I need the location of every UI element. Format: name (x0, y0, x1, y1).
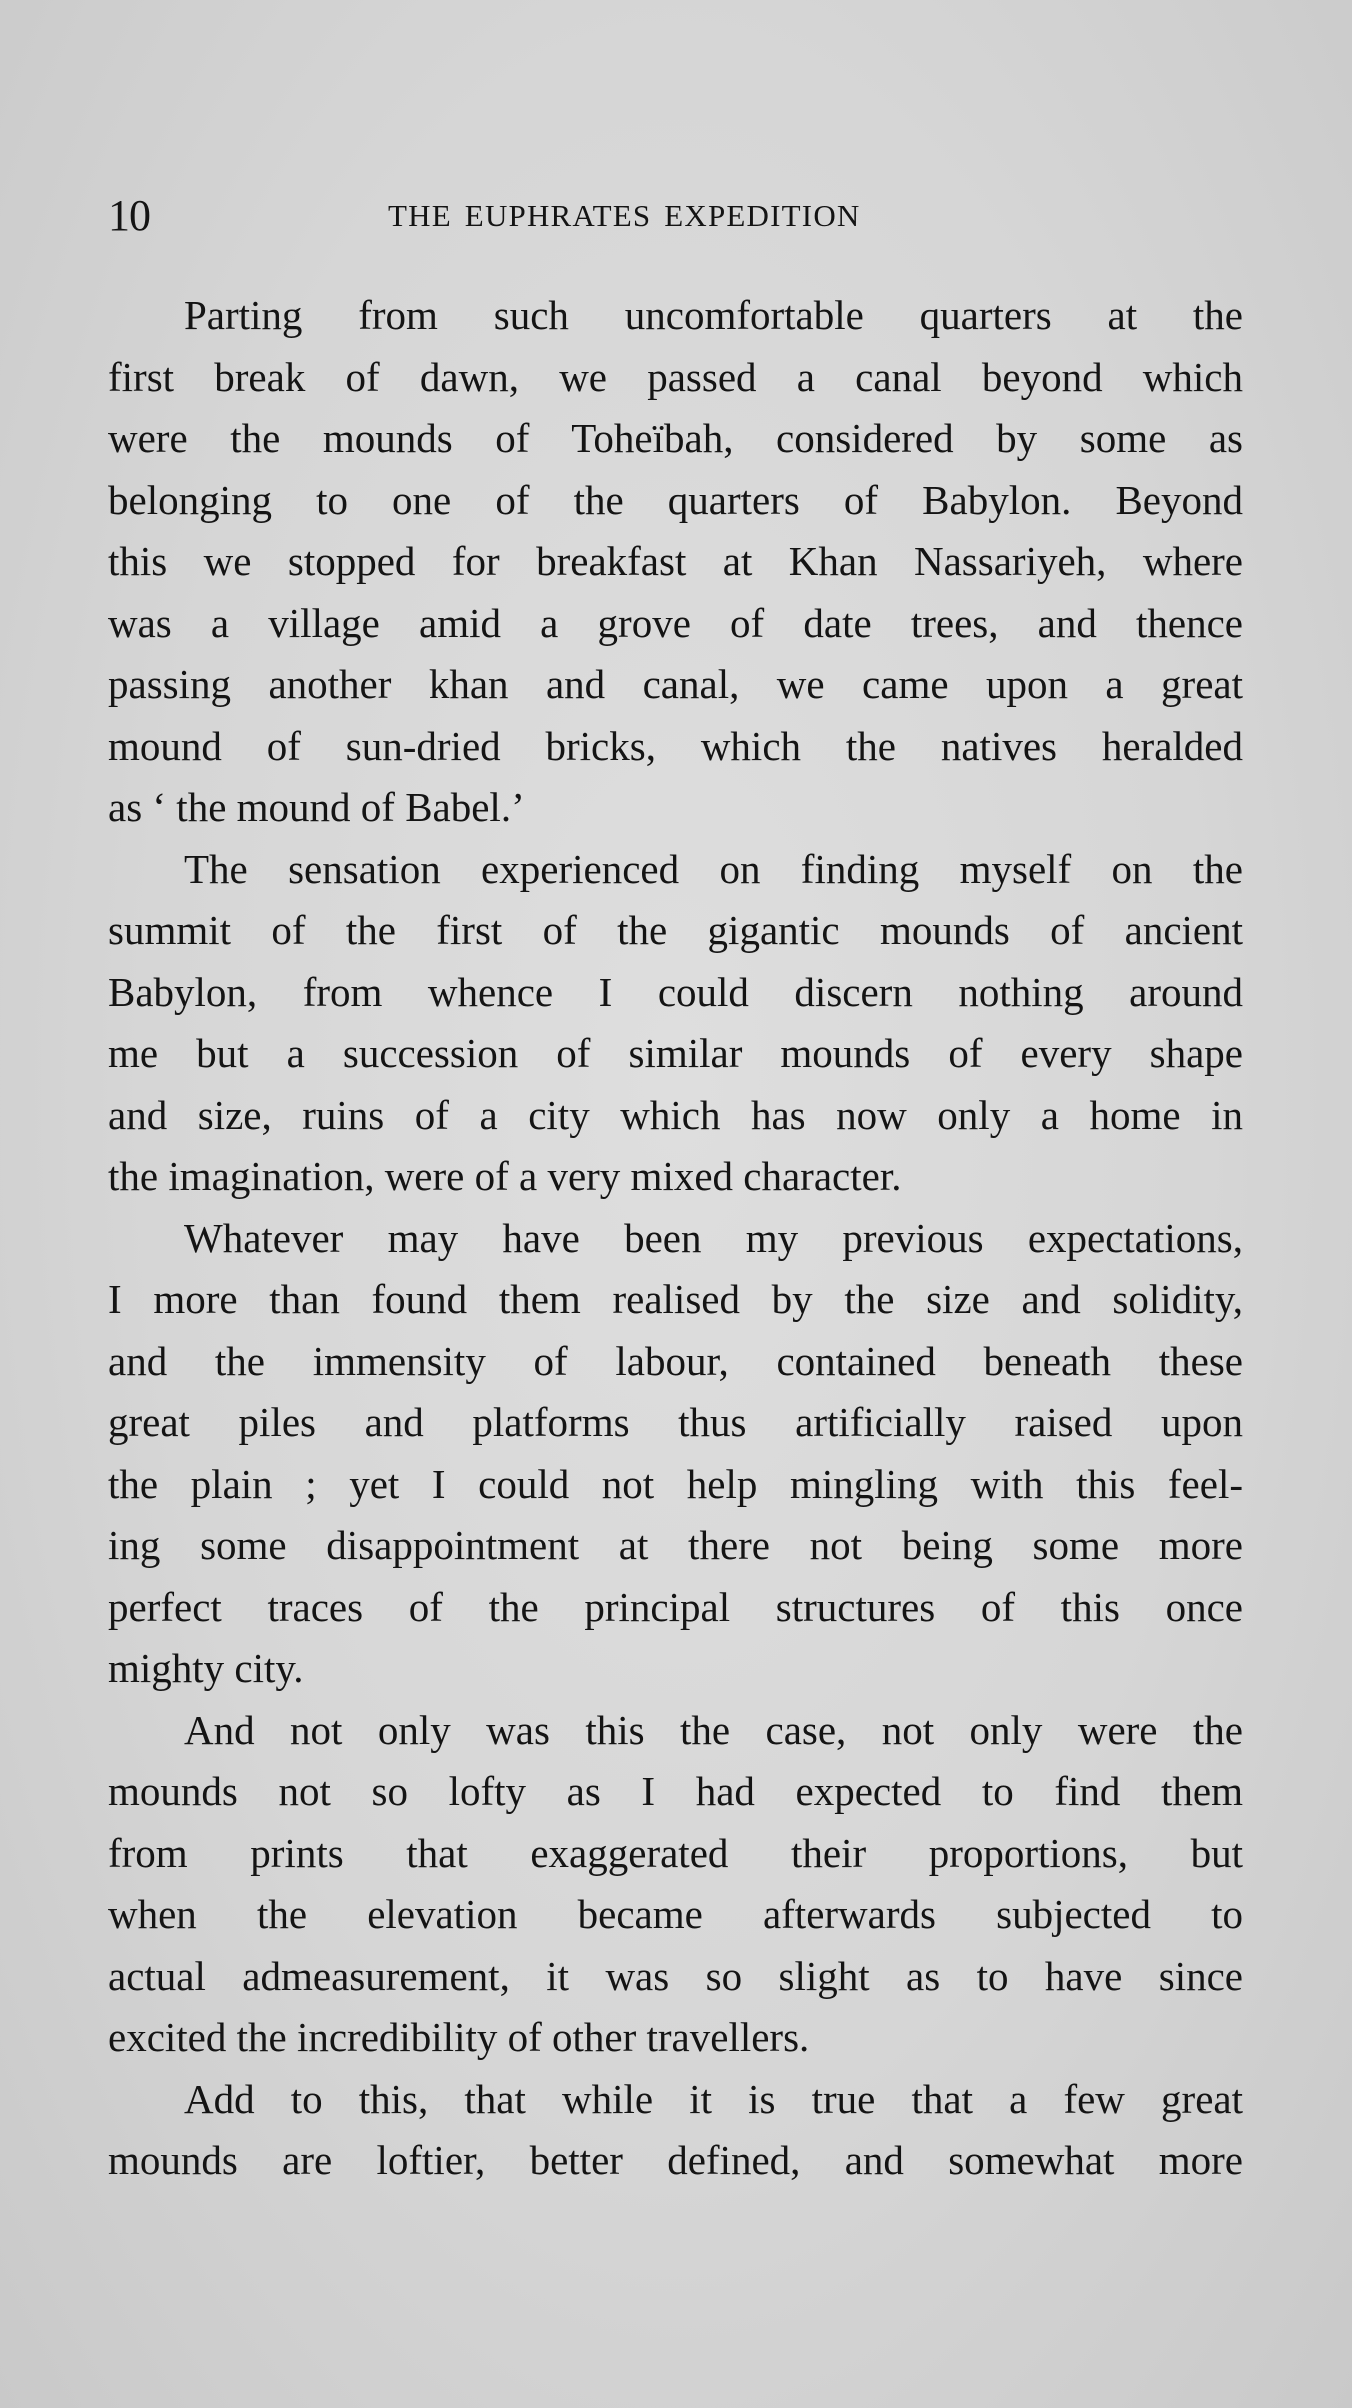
text-line: was a village amid a grove of date trees, and thence (108, 599, 1243, 646)
text-line: belonging to one of the quarters of Babylon. Beyond (108, 476, 1243, 523)
text-line: Babylon, from whence I could discern nothing around (108, 968, 1243, 1015)
text-line: passing another khan and canal, we came upon a great (108, 661, 1243, 707)
text-line: me but a succession of similar mounds of every shape (108, 1030, 1243, 1076)
text-line: mounds are loftier, better defined, and somewhat more (108, 2137, 1243, 2183)
text-line: Whatever may have been my previous expectations, (184, 1214, 1243, 1261)
running-title: THE EUPHRATES EXPEDITION (388, 198, 861, 233)
text-line: first break of dawn, we passed a canal beyond which (108, 353, 1243, 400)
text-line: excited the incredibility of other travellers. (108, 2014, 810, 2060)
text-line: Parting from such uncomfortable quarters at the (184, 292, 1243, 338)
running-head (108, 190, 1253, 240)
page-number: 10 (108, 191, 150, 240)
text-line: The sensation experienced on finding myself on the (184, 845, 1243, 892)
text-line: great piles and platforms thus artificially raised upon (108, 1399, 1243, 1445)
text-line: the imagination, were of a very mixed character. (108, 1153, 902, 1199)
text-line: and size, ruins of a city which has now only a home in (108, 1091, 1243, 1138)
text-line: ing some disappointment at there not being some more (108, 1522, 1243, 1568)
text-line: mound of sun-dried bricks, which the natives heralded (108, 722, 1243, 769)
text-line: this we stopped for breakfast at Khan Nassariyeh, where (108, 538, 1243, 584)
text-line: from prints that exaggerated their proportions, but (108, 1829, 1243, 1876)
body-text (108, 285, 1243, 2192)
text-line: perfect traces of the principal structures of this once (108, 1583, 1243, 1630)
text-line: as ‘ the mound of Babel.’ (108, 784, 525, 830)
text-line: and the immensity of labour, contained beneath these (108, 1337, 1243, 1384)
text-line: when the elevation became afterwards subjected to (108, 1891, 1243, 1937)
text-line: mighty city. (108, 1645, 304, 1691)
text-line: actual admeasurement, it was so slight as to have since (108, 1952, 1243, 1999)
text-line: And not only was this the case, not only were the (184, 1706, 1243, 1753)
text-line: were the mounds of Toheïbah, considered by some as (108, 415, 1243, 461)
text-line: I more than found them realised by the size and solidity, (108, 1276, 1243, 1322)
text-line: the plain ; yet I could not help mingling with this feel- (108, 1460, 1243, 1507)
text-line: summit of the first of the gigantic mounds of ancient (108, 907, 1243, 953)
text-line: Add to this, that while it is true that a few great (184, 2075, 1243, 2122)
text-line: mounds not so lofty as I had expected to find them (108, 1768, 1243, 1814)
